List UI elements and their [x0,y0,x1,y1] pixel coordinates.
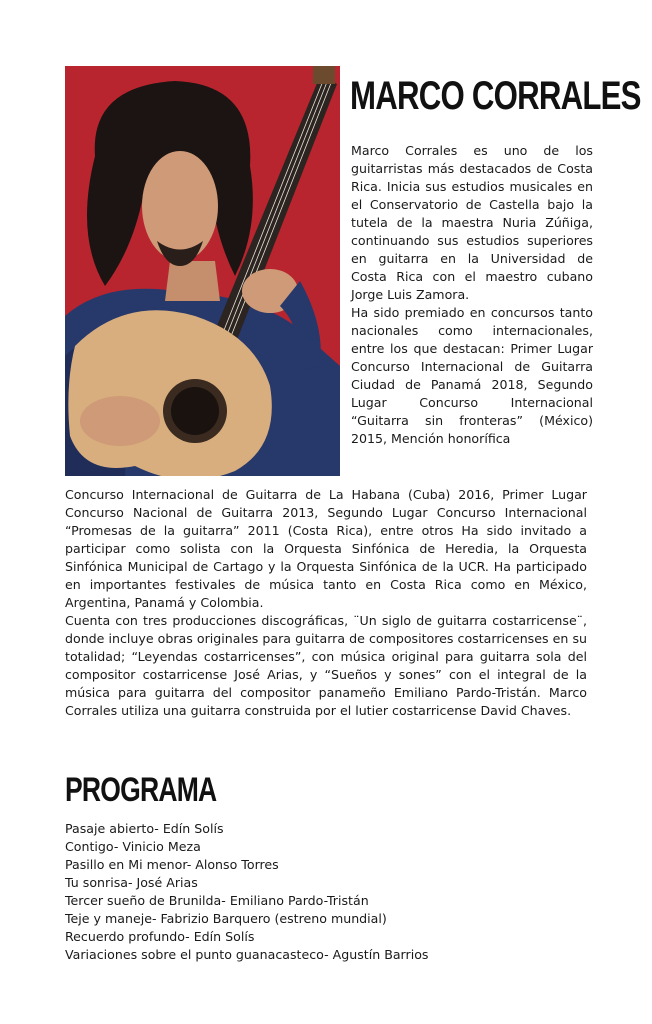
artist-photo [65,66,340,476]
guitarist-illustration [65,66,340,476]
programa-item: Tu sonrisa- José Arias [65,875,198,890]
programa-item: Pasillo en Mi menor- Alonso Torres [65,857,279,872]
artist-name: MARCO CORRALES [350,74,641,118]
bio-intro [351,142,593,448]
bio-paragraph: Ha sido premiado en concursos tanto nacionales como internacionales, entre los que destacan: Primer Lugar Concurso Internacional de Guitarra Ciudad de Panamá 2018, Segundo Lugar Concurso Internacional “Guitarra sin fronteras” (México) 2015, Mención honorífica [351,305,593,446]
programa-heading: PROGRAMA [65,771,217,809]
programa-item: Pasaje abierto- Edín Solís [65,821,224,836]
programa-list [65,820,428,964]
bio-paragraph: Cuenta con tres producciones discográficas, ¨Un siglo de guitarra costarricense¨, donde incluye obras originales para guitarra de compositores costarricenses en su totalidad; “Leyendas costarricenses”, con música original para guitarra sola del compositor costarricense José Arias, y “Sueños y sones” con el integral de la música para guitarra del compositor panameño Emiliano Pardo-Tristán. Marco Corrales utiliza una guitarra construida por el lutier costarricense David Chaves. [65,613,587,718]
programa-item: Recuerdo profundo- Edín Solís [65,929,255,944]
bio-continued [65,486,587,720]
bio-paragraph: Marco Corrales es uno de los guitarristas más destacados de Costa Rica. Inicia sus estudios musicales en el Conservatorio de Castella bajo la tutela de la maestra Nuria Zúñiga, continuando sus estudios superiores en guitarra en la Universidad de Costa Rica con el maestro cubano Jorge Luis Zamora. [351,143,593,302]
programa-item: Variaciones sobre el punto guanacasteco- Agustín Barrios [65,947,429,962]
bio-paragraph: Concurso Internacional de Guitarra de La Habana (Cuba) 2016, Primer Lugar Concurso Nacional de Guitarra 2013, Segundo Lugar Concurso Internacional “Promesas de la guitarra” 2011 (Costa Rica), entre otros Ha sido invitado a participar como solista con la Orquesta Sinfónica de Heredia, la Orquesta Sinfónica Municipal de Cartago y la Orquesta Sinfónica de la UCR. Ha participado en importantes festivales de música tanto en Costa Rica como en México, Argentina, Panamá y Colombia. [65,487,587,610]
programa-item: Contigo- Vinicio Meza [65,839,201,854]
programa-item: Tercer sueño de Brunilda- Emiliano Pardo-Tristán [65,893,369,908]
programa-item: Teje y maneje- Fabrizio Barquero (estreno mundial) [65,911,387,926]
